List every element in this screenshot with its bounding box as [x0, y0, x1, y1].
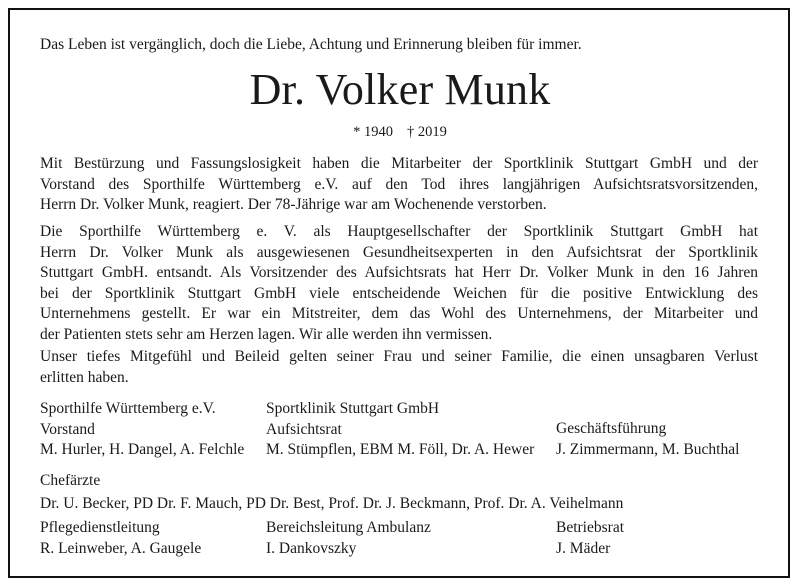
text-line: der Patienten stets sehr am Herzen lagen. Wir alle werden ihn vermissen. [40, 325, 493, 343]
signature-names: M. Stümpflen, EBM M. Föll, Dr. A. Hewer [266, 441, 535, 458]
text-line: Die Sporthilfe Württemberg e. V. als Hauptgesellschafter der Sportklinik Stuttgart GmbH hat [40, 223, 758, 240]
text-line: Herrn Dr. Volker Munk, reagiert. Der 78-Jährige war am Wochenende verstorben. [40, 196, 547, 213]
text-line: Stuttgart GmbH. entsandt. Als Vorsitzender des Aufsichtsrats hat Herr Dr. Volker Munk in den 16 Jahren [40, 264, 758, 281]
life-dates [0, 124, 800, 141]
deceased-name: Dr. Volker Munk [249, 65, 551, 114]
signature-names: I. Dankovszky [266, 539, 357, 557]
paragraph-tribute [40, 222, 758, 345]
paragraph-condolence [40, 347, 758, 388]
signature-role: Vorstand [40, 420, 95, 438]
signature-pflege [40, 518, 201, 559]
signature-role: Pflegedienstleitung [40, 519, 160, 536]
text-line: bei der Sportklinik Stuttgart GmbH viele entscheidende Weichen für die positive Entwicklung des [40, 284, 758, 302]
text-line: Unser tiefes Mitgefühl und Beileid gelten seiner Frau und seiner Familie, die einen unsagbaren Verlust [40, 348, 758, 365]
text-line: Herrn Dr. Volker Munk als ausgewiesenen Gesundheitsexperten in den Aufsichtsrat der Sportklinik [40, 243, 758, 261]
paragraph-announcement [40, 154, 758, 216]
motto: Das Leben ist vergänglich, doch die Liebe, Achtung und Erinnerung bleiben für immer. [40, 36, 582, 53]
signature-org: Sporthilfe Württemberg e.V. [40, 400, 216, 417]
signature-org: Sportklinik Stuttgart GmbH [266, 400, 440, 417]
signature-role: Geschäftsführung [556, 420, 667, 437]
birth-year: * 1940 [353, 124, 393, 140]
text-line: Vorstand des Sporthilfe Württemberg e.V. auf den Tod ihres langjährigen Aufsichtsratsvorsitzenden, [40, 175, 758, 193]
signature-names: Dr. U. Becker, PD Dr. F. Mauch, PD Dr. Best, Prof. Dr. J. Beckmann, Prof. Dr. A. Veihelmann [40, 494, 624, 512]
signature-names: M. Hurler, H. Dangel, A. Felchle [40, 441, 245, 458]
signature-names: J. Zimmermann, M. Buchthal [556, 440, 740, 458]
signature-chefaerzte [40, 471, 623, 514]
signature-role: Betriebsrat [556, 519, 625, 536]
signature-ambulanz [266, 518, 431, 559]
signature-sporthilfe [40, 399, 244, 461]
text-line: erlitten haben. [40, 368, 129, 386]
text-line: Unternehmens gestellt. Er war ein Mitstreiter, dem das Wohl des Unternehmens, der Mitarbeiter und [40, 305, 758, 322]
signature-role: Chefärzte [40, 472, 101, 489]
signature-betriebsrat [556, 518, 624, 559]
signature-names: J. Mäder [556, 539, 611, 557]
signature-sportklinik [266, 399, 534, 461]
text-line: Mit Bestürzung und Fassungslosigkeit haben die Mitarbeiter der Sportklinik Stuttgart GmbH und der [40, 155, 758, 172]
signature-role: Bereichsleitung Ambulanz [266, 519, 431, 536]
signature-geschaeftsfuehrung [556, 419, 739, 460]
death-year: † 2019 [407, 124, 447, 140]
signature-role: Aufsichtsrat [266, 420, 342, 438]
signature-names: R. Leinweber, A. Gaugele [40, 539, 202, 557]
